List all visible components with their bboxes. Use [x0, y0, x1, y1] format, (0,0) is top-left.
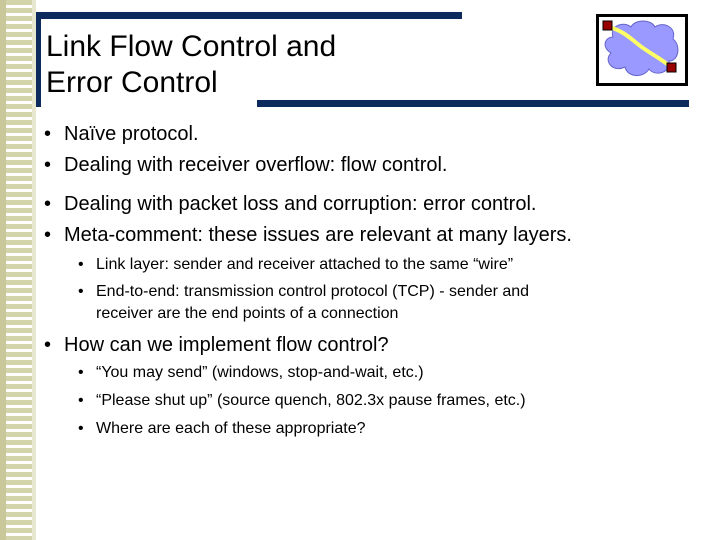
bullet-dot: •	[44, 334, 52, 356]
bullet-text: Dealing with packet loss and corruption: error control.	[64, 193, 537, 215]
sub-bullet-text: “Please shut up” (source quench, 802.3x pause frames, etc.)	[96, 392, 526, 409]
network-cloud-icon	[596, 14, 688, 86]
sub-bullet-text: Link layer: sender and receiver attached to the same “wire”	[96, 256, 514, 273]
bullet-text: How can we implement flow control?	[64, 334, 389, 356]
bullet-text: Dealing with receiver overflow: flow control.	[64, 154, 448, 176]
network-cloud-graphic	[599, 17, 685, 83]
sub-bullet-text: Where are each of these appropriate?	[96, 420, 366, 437]
bullet-dot: •	[78, 420, 84, 437]
top-rule	[36, 12, 462, 19]
bullet-dot: •	[44, 154, 52, 176]
left-rule	[36, 12, 41, 107]
sub-bullet-text: receiver are the end points of a connection	[96, 305, 399, 322]
title-line-2: Error Control	[46, 66, 218, 99]
bullet-dot: •	[78, 256, 84, 273]
bullet-dot: •	[78, 392, 84, 409]
sub-bullet-text: End-to-end: transmission control protocol (TCP) - sender and	[96, 283, 530, 300]
bullet-dot: •	[44, 123, 52, 145]
bullet-dot: •	[78, 364, 84, 381]
node-square-left	[603, 21, 612, 30]
node-square-right	[667, 63, 676, 72]
slide-title	[46, 29, 336, 101]
bullet-text: Naïve protocol.	[64, 123, 199, 145]
bullet-dot: •	[78, 283, 84, 300]
title-line-1: Link Flow Control and	[46, 30, 337, 63]
bullet-text: Meta-comment: these issues are relevant at many layers.	[64, 224, 572, 246]
sub-bullet-text: “You may send” (windows, stop-and-wait, etc.)	[96, 364, 424, 381]
decorative-left-strip	[0, 0, 36, 540]
bullet-dot: •	[44, 193, 52, 215]
bullet-dot: •	[44, 224, 52, 246]
title-underline-rule	[257, 100, 689, 107]
